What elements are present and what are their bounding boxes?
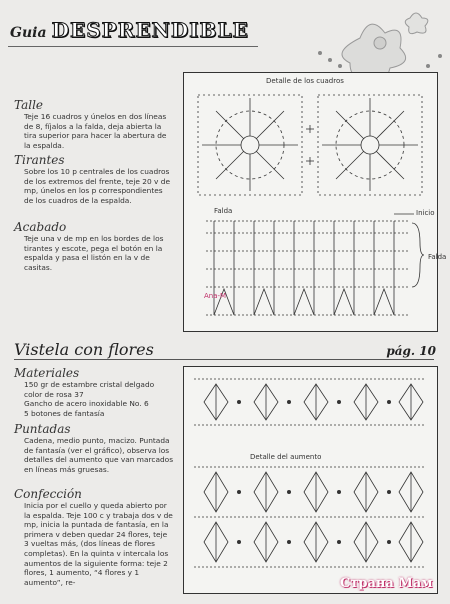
section-heading-confeccion: Confección	[14, 487, 82, 501]
project-title: Vistela con flores	[14, 340, 154, 359]
header-guia: Guia	[10, 25, 47, 41]
section-body-acabado: Teje una v de mp en los bordes de los tirantes y escote, pega el botón en la espalda y pasa el listón en la v de casitas.	[24, 234, 164, 272]
section-body-puntadas: Cadena, medio punto, macizo. Puntada de fantasía (ver el gráfico), observa los detalles del aumento que van marcados en líneas más gruesas.	[24, 436, 174, 474]
header-title: DESPRENDIBLE	[51, 18, 249, 42]
section-heading-talle: Talle	[14, 98, 44, 112]
section-heading-acabado: Acabado	[14, 220, 67, 234]
section-body-talle: Teje 16 cuadros y únelos en dos líneas de 8, fíjalos a la falda, deja abierta la tira superior para hacer la abertura de la espalda.	[24, 112, 167, 150]
header	[10, 18, 249, 42]
diagram-aumento	[183, 366, 438, 594]
section-heading-tirantes: Tirantes	[14, 153, 65, 167]
page-number: pág. 10	[386, 344, 436, 358]
section-body-materiales: 150 gr de estambre cristal delgado color de rosa 37 Gancho de acero inoxidable No. 6 5 botones de fantasía	[24, 380, 155, 418]
crochet-chart-aumento	[184, 367, 437, 593]
section-body-tirantes: Sobre los 10 p centrales de los cuadros de los extremos del frente, teje 20 v de mp, únelos en los p correspondientes de los cuadros de la espalda.	[24, 167, 170, 205]
diagram-falda-label-left: Falda	[214, 207, 233, 215]
project-rule	[14, 359, 434, 360]
diagram-falda-label-right: Falda	[428, 253, 447, 261]
diagram-inicio-label: Inicio	[416, 209, 435, 217]
watermark-ana: Ana-M	[204, 292, 227, 300]
section-heading-materiales: Materiales	[14, 366, 80, 380]
watermark-strana-mam: Страна Мам	[340, 576, 433, 591]
header-rule	[8, 46, 258, 47]
diagram-cuadros-title: Detalle de los cuadros	[266, 77, 344, 85]
section-heading-puntadas: Puntadas	[14, 422, 71, 436]
flower-decoration-icon	[300, 8, 450, 78]
section-body-confeccion: Inicia por el cuello y queda abierto por la espalda. Teje 100 c y trabaja dos v de mp, inicia la puntada de fantasía, en la primera v deben quedar 24 flores, teje 3 vueltas más, (dos líneas de flores completas). En la quinta v intercala los aumentos de la siguiente forma: teje 2 flores, 1 aumento, “4 flores y 1 aumento”, re-	[24, 501, 173, 587]
diagram-aumento-title: Detalle del aumento	[250, 453, 322, 461]
